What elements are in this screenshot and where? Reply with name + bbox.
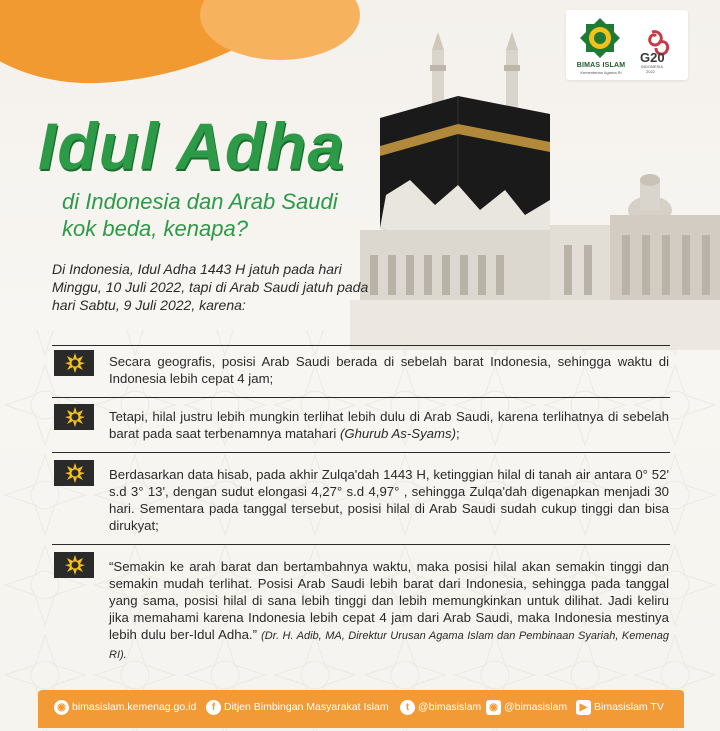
star-bullet-icon xyxy=(54,404,94,430)
footer-facebook-link[interactable]: Ditjen Bimbingan Masyarakat Islam xyxy=(224,701,389,713)
instagram-icon: ◉ xyxy=(486,700,501,715)
reason-text: Secara geografis, posisi Arab Saudi berada di sebelah barat Indonesia, sehingga waktu di Indonesia lebih cepat 4 jam; xyxy=(109,354,669,386)
page-title: Idul Adha xyxy=(38,109,346,183)
globe-icon: ◉ xyxy=(54,700,69,715)
reason-text-italic: (Ghurub As-Syams) xyxy=(339,426,456,441)
page-subtitle xyxy=(62,188,402,242)
footer-youtube-link[interactable]: Bimasislam TV xyxy=(594,701,664,713)
quote-text-main: “Semakin ke arah barat dan bertambahnya waktu, maka posisi hilal akan semakin tinggi dan semakin mudah terlihat. Posisi Arab Saudi lebih barat dari Indonesia, sehingga pada tanggal yang sama, posisi hilal di sana lebih tinggi dan lebih memungkinkan untuk dilihat. Jadi keliru jika memahami karena Indonesia lebih cepat 4 jam dari Arab Saudi, maka Indonesia mestinya lebih dulu ber-Idul Adha.” xyxy=(109,559,669,642)
star-bullet-icon xyxy=(54,350,94,376)
reason-item xyxy=(52,552,670,672)
kemenag-logo-label: BIMAS ISLAM xyxy=(576,62,626,69)
footer-bar xyxy=(38,690,684,728)
subtitle-line: kok beda, kenapa? xyxy=(62,216,248,241)
star-bullet-icon xyxy=(54,460,94,486)
reason-text xyxy=(109,408,669,442)
youtube-icon: ▶ xyxy=(576,700,591,715)
quote-attribution: (Dr. H. Adib, MA, Direktur Urusan Agama Islam dan Pembinaan Syariah, Kemenag RI). xyxy=(109,630,669,661)
star-bullet-icon xyxy=(54,552,94,578)
g20-logo-sublabel: INDONESIA xyxy=(641,64,664,69)
footer-twitter-link[interactable]: @bimasislam xyxy=(418,701,482,713)
g20-logo-year: 2022 xyxy=(646,69,655,74)
logo-panel xyxy=(566,10,688,80)
reason-text-tail: ; xyxy=(455,426,460,441)
reason-item xyxy=(52,350,670,390)
reason-item xyxy=(52,460,670,540)
divider xyxy=(52,452,670,453)
divider xyxy=(52,345,670,346)
subtitle-line: di Indonesia dan Arab Saudi xyxy=(62,189,338,214)
divider xyxy=(52,397,670,398)
reason-text-main: Tetapi, hilal justru lebih mungkin terlihat lebih dulu di Arab Saudi, karena terlihatnya di sebelah barat pada saat terbenamnya matahari xyxy=(109,409,669,441)
divider xyxy=(52,544,670,545)
intro-text: Di Indonesia, Idul Adha 1443 H jatuh pada hari Minggu, 10 Juli 2022, tapi di Arab Saudi jatuh pada hari Sabtu, 9 Juli 2022, karena: xyxy=(52,261,369,313)
twitter-icon: t xyxy=(400,700,415,715)
facebook-icon: f xyxy=(206,700,221,715)
quote-text xyxy=(109,558,669,664)
footer-website-link[interactable]: bimasislam.kemenag.go.id xyxy=(72,701,197,713)
g20-logo-label: G20 xyxy=(640,50,665,65)
reason-text: Berdasarkan data hisab, pada akhir Zulqa'dah 1443 H, ketinggian hilal di tanah air antara 0° 52' s.d 3° 13', dengan sudut elongasi 4,27° s.d 4,97° , sehingga Zulqa'dah digenapkan menjadi 30 hari. Sementara pada tanggal tersebut, posisi hilal di Arab Saudi sudah cukup tinggi dan bisa dirukyat; xyxy=(109,467,669,533)
footer-instagram-link[interactable]: @bimasislam xyxy=(504,701,568,713)
reason-item xyxy=(52,404,670,444)
kemenag-logo-sublabel: Kementerian Agama RI xyxy=(580,70,622,75)
kemenag-logo-icon xyxy=(578,16,622,60)
